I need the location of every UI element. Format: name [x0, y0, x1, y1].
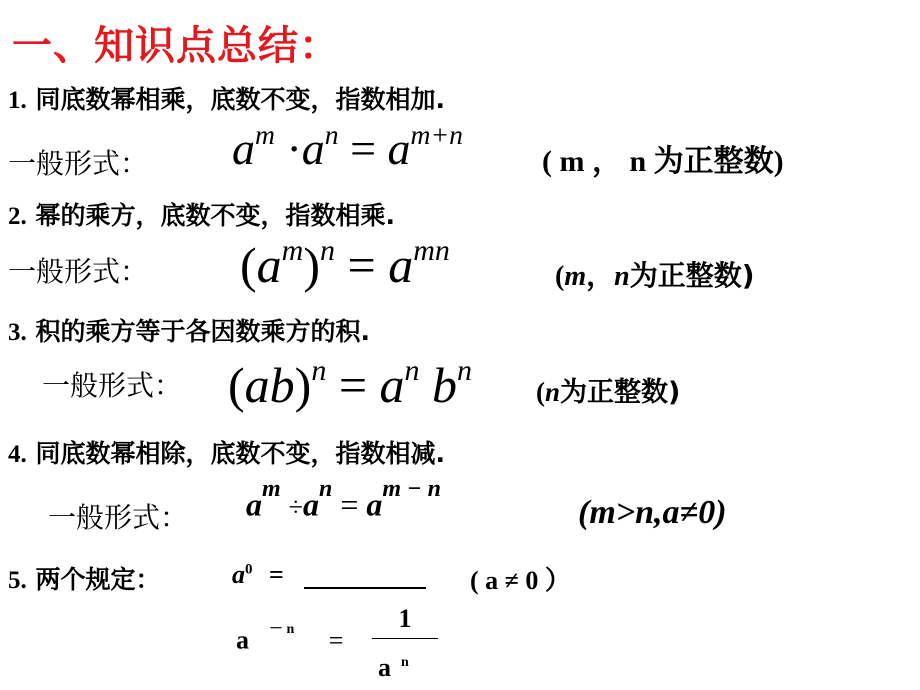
- general-form-label: 一般形式：: [42, 369, 183, 402]
- formula-product-of-powers: $a^m \cdot a^n = a^{m+n}$: [232, 118, 463, 174]
- condition-5: ( a ≠ 0 ）: [470, 566, 571, 595]
- rule-text: 同底数幂相乘，底数不变，指数相加.: [35, 85, 445, 114]
- zero-exponent-rule: $a^0$ =: [232, 560, 426, 590]
- negative-exponent-rule: a $^{- n}$ =: [236, 622, 344, 655]
- condition-4: (m>n,a≠0): [578, 494, 727, 531]
- general-form-label: 一般形式：: [48, 501, 189, 534]
- condition-3: (n为正整数): [536, 377, 681, 408]
- formula-power-of-product: $(ab)^n = a^n$ $b^n$: [228, 353, 473, 413]
- section-title: 一、知识点总结：: [12, 23, 340, 69]
- rule-2: 2. 幂的乘方，底数不变，指数相乘.: [8, 201, 395, 230]
- rule-number: 1.: [8, 87, 27, 114]
- rule-3: 3. 积的乘方等于各因数乘方的积.: [8, 317, 370, 346]
- answer-blank: [304, 561, 426, 589]
- fraction-bar: [372, 638, 438, 639]
- fraction-numerator: 1: [398, 604, 412, 633]
- rule-1: [8, 80, 445, 116]
- general-form-label: 一般形式：: [8, 147, 149, 180]
- condition-1: ( m ， n 为正整数): [542, 145, 784, 178]
- fraction: [372, 604, 438, 683]
- formula-quotient-of-powers: $a^m \div a^n = a^{m - n}$: [246, 475, 441, 523]
- rule-4: 4. 同底数幂相除，底数不变，指数相减.: [8, 439, 445, 468]
- condition-2: (m，n为正整数): [555, 259, 755, 292]
- fraction-denominator: a $^n$: [378, 653, 409, 682]
- formula-power-of-power: $(a^m)^n = a^{mn}$: [240, 233, 450, 293]
- general-form-label: 一般形式：: [8, 255, 149, 288]
- rule-5: 5. 两个规定：: [8, 565, 161, 594]
